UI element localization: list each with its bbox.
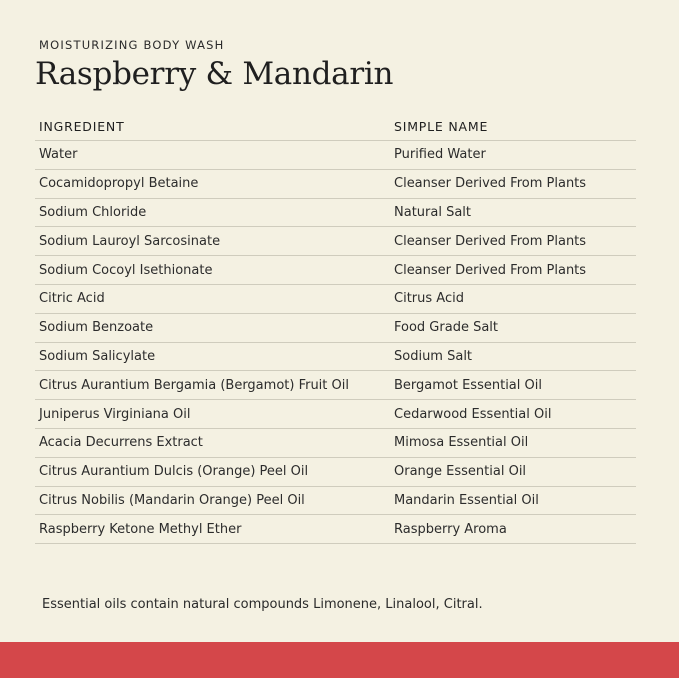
table-row — [35, 400, 636, 429]
ingredient-cell: Water — [39, 147, 78, 163]
simple-name-cell: Natural Salt — [394, 204, 472, 220]
table-row — [35, 515, 636, 544]
simple-name-cell: Cedarwood Essential Oil — [394, 406, 552, 422]
ingredient-cell: Citric Acid — [39, 291, 105, 307]
simple-name-cell: Food Grade Salt — [394, 320, 498, 336]
simple-name-cell: Bergamot Essential Oil — [394, 377, 542, 393]
simple-name-cell: Sodium Salt — [394, 348, 473, 364]
simple-name-cell: Citrus Acid — [394, 291, 464, 307]
table-body — [35, 141, 636, 544]
table-row — [35, 314, 636, 343]
simple-name-cell: Orange Essential Oil — [394, 464, 527, 480]
table-row — [35, 199, 636, 228]
table-row — [35, 170, 636, 199]
simple-name-cell: Cleanser Derived From Plants — [394, 233, 587, 249]
product-title: Raspberry & Mandarin — [35, 56, 394, 92]
ingredient-cell: Raspberry Ketone Methyl Ether — [39, 521, 242, 537]
simple-name-cell: Raspberry Aroma — [394, 521, 507, 537]
table-header-row — [35, 112, 636, 141]
simple-name-cell: Cleanser Derived From Plants — [394, 262, 587, 278]
simple-name-cell: Mandarin Essential Oil — [394, 492, 539, 508]
ingredient-cell: Acacia Decurrens Extract — [39, 435, 203, 451]
ingredients-table — [35, 112, 636, 544]
table-row — [35, 227, 636, 256]
ingredient-cell: Sodium Salicylate — [39, 348, 156, 364]
simple-name-cell: Cleanser Derived From Plants — [394, 176, 587, 192]
table-row — [35, 343, 636, 372]
table-row — [35, 141, 636, 170]
table-row — [35, 256, 636, 285]
ingredient-cell: Citrus Aurantium Dulcis (Orange) Peel Oil — [39, 464, 309, 480]
ingredient-cell: Sodium Cocoyl Isethionate — [39, 262, 213, 278]
column-header-ingredient: INGREDIENT — [39, 118, 125, 134]
ingredient-cell: Citrus Nobilis (Mandarin Orange) Peel Oil — [39, 492, 305, 508]
footnote: Essential oils contain natural compounds Limonene, Linalool, Citral. — [42, 597, 483, 612]
ingredient-cell: Sodium Benzoate — [39, 320, 154, 336]
simple-name-cell: Purified Water — [394, 147, 486, 163]
table-row — [35, 285, 636, 314]
table-row — [35, 429, 636, 458]
footer-accent-bar — [0, 642, 679, 678]
table-row — [35, 487, 636, 516]
table-row — [35, 371, 636, 400]
simple-name-cell: Mimosa Essential Oil — [394, 435, 529, 451]
ingredient-cell: Juniperus Virginiana Oil — [39, 406, 191, 422]
ingredient-cell: Cocamidopropyl Betaine — [39, 176, 199, 192]
ingredient-cell: Sodium Chloride — [39, 204, 147, 220]
ingredient-cell: Sodium Lauroyl Sarcosinate — [39, 233, 221, 249]
ingredient-cell: Citrus Aurantium Bergamia (Bergamot) Fruit Oil — [39, 377, 349, 393]
product-type-label: MOISTURIZING BODY WASH — [39, 38, 225, 52]
table-row — [35, 458, 636, 487]
column-header-simple-name: SIMPLE NAME — [394, 118, 489, 134]
